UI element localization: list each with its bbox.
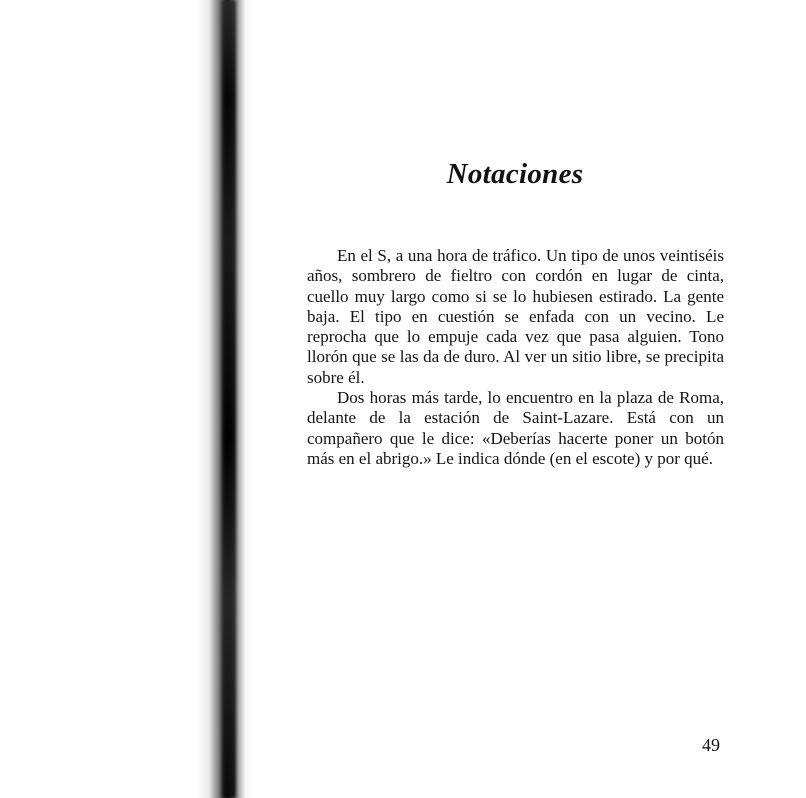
book-spine-fold (222, 0, 236, 798)
body-text (307, 246, 724, 469)
paragraph-1: En el S, a una hora de tráfico. Un tipo de unos veintiséis años, sombrero de fieltro con cordón en lugar de cinta, cuello muy largo como si se lo hubiesen estirado. La gente baja. El tipo en cuestión se enfada con un vecino. Le reprocha que lo empuje cada vez que pasa alguien. Tono llorón que se las da de duro. Al ver un sitio libre, se precipita sobre él. (307, 246, 724, 387)
chapter-title: Notaciones (446, 158, 584, 190)
paragraph-2: Dos horas más tarde, lo encuentro en la plaza de Roma, delante de la estación de Saint-Lazare. Está con un compañero que le dice: «Deberías hacerte poner un botón más en el abrigo.» Le indica dónde (en el escote) y por qué. (307, 388, 724, 468)
page-number: 49 (702, 735, 720, 755)
